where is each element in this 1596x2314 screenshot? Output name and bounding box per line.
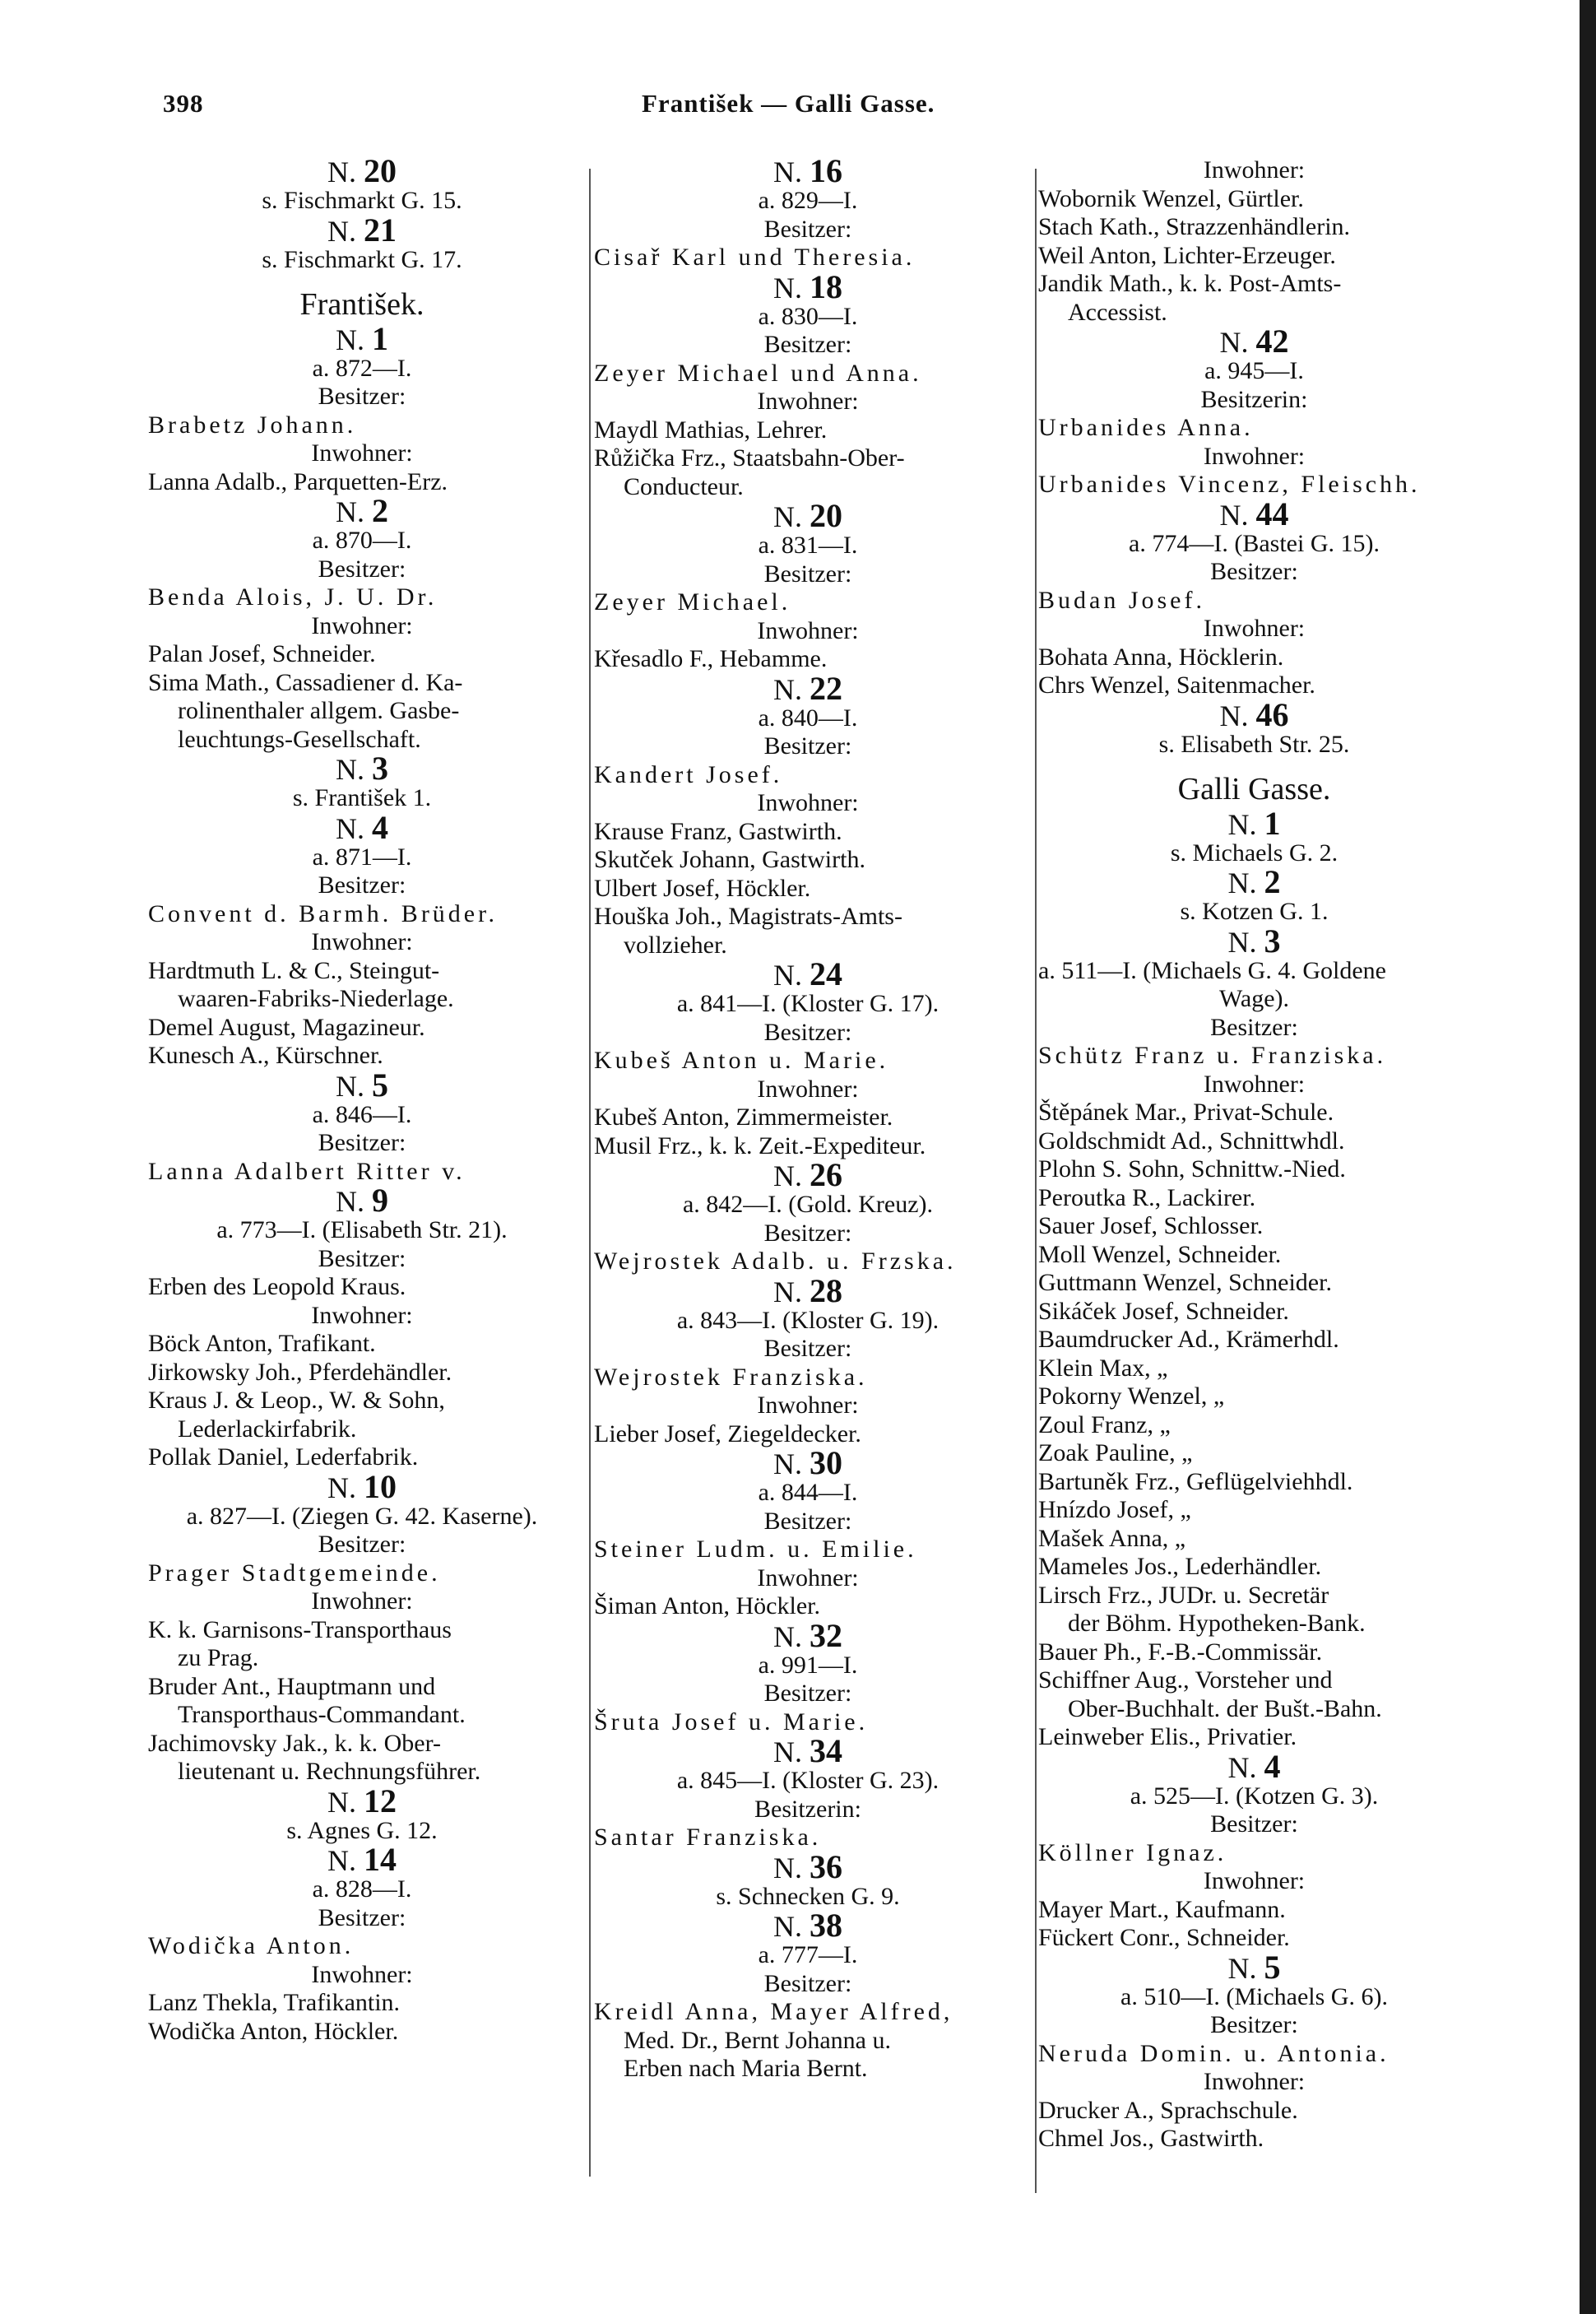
entry-centered: Besitzer: [318,555,406,583]
house-number-value: 26 [810,1156,842,1193]
entry-continuation: Erben nach Maria Bernt. [624,2055,868,2082]
house-number-label: N. [773,271,802,304]
house-number-label: N. [773,1910,802,1943]
house-number-heading [148,211,576,249]
street-heading: Galli Gasse. [1177,772,1331,806]
house-number-label: N. [336,811,364,845]
entry-centered: a. 871—I. [312,843,412,871]
entry-centered: Inwohner: [311,611,413,639]
house-number-label: N. [773,1447,802,1480]
resident-entry: Štěpánek Mar., Privat-Schule. [1038,1099,1334,1126]
owner-entry: Benda Alois, J. U. Dr. [148,583,438,611]
house-number-value: 21 [364,211,397,249]
resident-entry: Ulbert Josef, Höckler. [594,874,811,902]
house-number-heading [148,750,576,787]
entry-centered: a. 842—I. (Gold. Kreuz). [682,1191,934,1218]
resident-entry: Guttmann Wenzel, Schneider. [1038,1269,1332,1296]
entry-centered: Inwohner: [311,1587,413,1615]
house-number-label: N. [773,1159,802,1192]
resident-entry: Moll Wenzel, Schneider. [1038,1240,1282,1268]
house-number-label: N. [336,495,364,528]
house-number-value: 36 [810,1847,842,1885]
house-number-heading [594,1847,1022,1885]
house-number-value: 1 [1264,804,1281,842]
resident-entry: Musil Frz., k. k. Zeit.-Expediteur. [594,1131,926,1159]
entry-centered: a. 830—I. [758,302,858,330]
resident-entry: Baumdrucker Ad., Krämerhdl. [1038,1326,1339,1353]
entry-centered: Besitzer: [763,1335,852,1362]
entry-centered: Besitzer: [318,1531,406,1558]
owner-entry: Convent d. Barmh. Brüder. [148,899,498,927]
resident-entry: Houška Joh., Magistrats-Amts- [594,903,902,930]
owner-entry: Budan Josef. [1038,586,1205,614]
house-number-value: 9 [372,1182,388,1219]
house-number-value: 32 [810,1616,842,1654]
entry-centered: a. 773—I. (Elisabeth Str. 21). [216,1216,508,1243]
resident-entry: Bohata Anna, Höcklerin. [1038,643,1284,671]
house-number-value: 44 [1255,495,1289,532]
house-number-label: N. [1227,807,1257,841]
house-number-value: 10 [364,1467,397,1505]
resident-entry: Bartuněk Frz., Geflügelviehhdl. [1038,1467,1353,1495]
resident-entry: Mašek Anna, „ [1038,1524,1186,1552]
house-number-heading [594,1616,1022,1654]
house-number-heading [1038,695,1470,733]
entry-centered: Besitzerin: [1200,385,1308,413]
entry-continuation: Lederlackirfabrik. [178,1415,357,1443]
page-header [0,89,1580,130]
resident-entry: Hnízdo Josef, „ [1038,1496,1191,1523]
house-number-heading [148,808,576,846]
entry-centered: Inwohner: [757,388,859,415]
house-number-label: N. [327,156,356,188]
entry-centered: s. Schnecken G. 9. [716,1882,900,1910]
entry-centered: Besitzer: [318,1903,406,1931]
house-number-label: N. [1219,699,1249,732]
entry-centered: Besitzer: [763,1219,852,1247]
resident-entry: a. 511—I. (Michaels G. 4. Goldene [1038,956,1386,984]
entry-continuation: leuchtungs-Gesellschaft. [178,725,421,753]
entry-centered: Besitzer: [318,871,406,899]
entry-centered: Inwohner: [1203,442,1306,470]
entry-centered: Besitzer: [763,1969,852,1997]
house-number-value: 28 [810,1271,842,1309]
entry-centered: Besitzer: [318,1129,406,1156]
entry-continuation: rolinenthaler allgem. Gasbe- [178,697,460,724]
entry-centered: Inwohner: [757,1392,859,1419]
house-number-value: 12 [364,1782,397,1819]
resident-entry: Pollak Daniel, Lederfabrik. [148,1443,419,1471]
resident-entry: Růžička Frz., Staatsbahn-Ober- [594,444,905,472]
resident-entry: Chrs Wenzel, Saitenmacher. [1038,671,1315,699]
house-number-heading [594,1732,1022,1769]
resident-entry: Mameles Jos., Lederhändler. [1038,1553,1322,1580]
house-number-label: N. [1227,867,1257,899]
house-number-value: 3 [372,750,388,787]
page-edge [1580,0,1596,2314]
resident-entry: Plohn S. Sohn, Schnittw.-Nied. [1038,1155,1346,1183]
owner-entry: Steiner Ludm. u. Emilie. [594,1536,917,1563]
house-number-label: N. [1219,326,1249,359]
house-number-label: N. [336,753,364,786]
house-number-heading [148,319,576,357]
house-number-heading [148,1066,576,1104]
resident-entry: Chmel Jos., Gastwirth. [1038,2125,1264,2152]
entry-centered: Inwohner: [311,439,413,467]
house-number-label: N. [773,1736,802,1768]
house-number-heading [594,267,1022,305]
entry-centered: a. 845—I. (Kloster G. 23). [676,1767,940,1794]
owner-entry: Šruta Josef u. Marie. [594,1708,869,1736]
resident-entry: Lieber Josef, Ziegeldecker. [594,1420,861,1447]
owner-entry: Urbanides Anna. [1038,414,1254,441]
entry-centered: a. 774—I. (Bastei G. 15). [1129,529,1380,557]
entry-centered: Wage). [1218,985,1290,1012]
house-number-label: N. [327,1471,356,1504]
entry-centered: a. 872—I. [312,354,412,382]
house-number-label: N. [1227,925,1257,959]
resident-entry: Mayer Mart., Kaufmann. [1038,1895,1286,1923]
resident-entry: Weil Anton, Lichter-Erzeuger. [1038,241,1336,269]
entry-centered: Besitzer: [763,732,852,760]
resident-entry: Sima Math., Cassadiener d. Ka- [148,668,463,696]
entry-centered: a. 827—I. (Ziegen G. 42. Kaserne). [186,1502,538,1530]
entry-centered: Inwohner: [1203,1867,1306,1894]
entry-centered: Besitzer: [318,1244,406,1272]
house-number-heading [594,497,1022,534]
resident-entry: Drucker A., Sprachschule. [1038,2096,1298,2124]
owner-entry: Kubeš Anton u. Marie. [594,1047,889,1074]
entry-centered: Besitzer: [1210,2011,1298,2038]
owner-entry: Wodička Anton. [148,1932,355,1959]
entry-centered: s. Fischmarkt G. 15. [262,187,462,214]
house-number-value: 34 [810,1732,842,1769]
resident-entry: Jirkowsky Joh., Pferdehändler. [148,1358,452,1386]
owner-entry: Prager Stadtgemeinde. [148,1559,441,1587]
column-2 [594,152,1022,2084]
house-number-value: 2 [372,492,388,529]
resident-entry: Schiffner Aug., Vorsteher und [1038,1666,1333,1694]
resident-entry: Sikáček Josef, Schneider. [1038,1297,1289,1325]
owner-entry: Lanna Adalbert Ritter v. [148,1157,466,1185]
house-number-label: N. [336,1185,364,1218]
column-divider [1035,169,1037,2193]
entry-continuation: waaren-Fabriks-Niederlage. [178,985,454,1012]
resident-entry: Zoak Pauline, „ [1038,1439,1193,1466]
resident-entry: Erben des Leopold Kraus. [148,1273,406,1300]
owner-entry: Zeyer Michael. [594,588,791,616]
entry-centered: a. 843—I. (Kloster G. 19). [676,1306,940,1334]
house-number-value: 42 [1255,323,1289,360]
resident-entry: Klein Max, „ [1038,1354,1168,1382]
entry-continuation: Med. Dr., Bernt Johanna u. [624,2026,891,2054]
house-number-label: N. [336,323,364,356]
resident-entry: Bruder Ant., Hauptmann und [148,1672,436,1700]
house-number-value: 16 [810,152,842,189]
house-number-label: N. [773,156,802,188]
house-number-label: N. [327,214,356,248]
house-number-value: 5 [1264,1948,1281,1986]
entry-centered: Besitzer: [763,331,852,358]
resident-entry: Jachimovsky Jak., k. k. Ober- [148,1729,442,1757]
resident-entry: Hardtmuth L. & C., Steingut- [148,956,440,984]
owner-entry: Wejrostek Adalb. u. Frzska. [594,1248,957,1275]
house-number-value: 14 [364,1841,397,1878]
entry-continuation: lieutenant u. Rechnungsführer. [178,1758,481,1785]
resident-entry: Wobornik Wenzel, Gürtler. [1038,184,1304,212]
entry-centered: s. Fischmarkt G. 17. [262,245,462,273]
house-number-heading [594,1156,1022,1193]
page-number: 398 [163,89,204,118]
resident-entry: Kunesch A., Kürschner. [148,1042,383,1069]
house-number-heading [148,492,576,529]
entry-centered: Besitzer: [763,1507,852,1535]
entry-centered: s. Elisabeth Str. 25. [1158,730,1350,758]
entry-centered: Inwohner: [311,1960,413,1988]
house-number-label: N. [1227,1750,1257,1784]
house-number-label: N. [327,1844,356,1877]
entry-continuation: zu Prag. [178,1644,259,1671]
house-number-label: N. [773,1619,802,1653]
resident-entry: Lirsch Frz., JUDr. u. Secretär [1038,1581,1329,1609]
owner-entry: Kreidl Anna, Mayer Alfred, [594,1998,953,2025]
entry-centered: a. 945—I. [1204,357,1304,384]
entry-centered: Besitzer: [318,383,406,410]
resident-entry: Lanna Adalb., Parquetten-Erz. [148,467,448,495]
resident-entry: Sauer Josef, Schlosser. [1038,1212,1264,1239]
entry-centered: a. 870—I. [312,527,412,554]
entry-centered: a. 831—I. [758,532,858,559]
house-number-heading [594,955,1022,992]
house-number-heading [1038,863,1470,900]
resident-entry: Skutček Johann, Gastwirth. [594,846,865,873]
resident-entry: Zoul Franz, „ [1038,1410,1171,1438]
street-heading: František. [299,287,425,322]
entry-centered: Besitzer: [763,1680,852,1707]
entry-centered: Inwohner: [1203,156,1306,184]
house-number-label: N. [336,1069,364,1103]
house-number-heading [1038,323,1470,360]
entry-continuation: Transporthaus-Commandant. [178,1701,466,1728]
resident-entry: Peroutka R., Lackirer. [1038,1183,1256,1211]
entry-centered: s. František 1. [292,784,432,811]
owner-entry: Zeyer Michael und Anna. [594,359,922,387]
entry-centered: Inwohner: [757,789,859,816]
house-number-heading [148,1182,576,1219]
resident-entry: Stach Kath., Strazzenhändlerin. [1038,213,1351,240]
house-number-label: N. [773,959,802,992]
column-3 [1038,156,1470,2154]
resident-entry: Kubeš Anton, Zimmermeister. [594,1104,893,1131]
resident-entry: Kraus J. & Leop., W. & Sohn, [148,1387,445,1414]
resident-entry: Jandik Math., k. k. Post-Amts- [1038,270,1342,297]
entry-centered: Besitzer: [763,1018,852,1046]
resident-entry: Lanz Thekla, Trafikantin. [148,1989,401,2016]
house-number-label: N. [327,1785,356,1819]
owner-entry: Neruda Domin. u. Antonia. [1038,2039,1390,2067]
house-number-heading [594,152,1022,189]
house-number-value: 24 [810,955,842,992]
entry-centered: Inwohner: [1203,1070,1306,1098]
entry-centered: Besitzer: [763,215,852,243]
entry-centered: Besitzer: [1210,1013,1298,1041]
owner-entry: Köllner Ignaz. [1038,1838,1227,1866]
house-number-heading [148,1782,576,1819]
house-number-value: 20 [810,497,842,534]
house-number-value: 4 [372,808,388,846]
house-number-heading [148,1467,576,1505]
owner-entry: Santar Franziska. [594,1824,822,1851]
owner-entry: Kandert Josef. [594,760,783,788]
entry-centered: Besitzer: [763,560,852,588]
entry-centered: Inwohner: [311,1301,413,1329]
resident-entry: Palan Josef, Schneider. [148,640,376,667]
house-number-heading [594,669,1022,707]
house-number-heading [1038,495,1470,532]
entry-continuation: Conducteur. [624,472,744,500]
entry-centered: Besitzerin: [754,1795,861,1823]
entry-centered: Inwohner: [1203,615,1306,642]
house-number-heading [1038,804,1470,842]
house-number-label: N. [773,500,802,533]
house-number-value: 2 [1264,863,1281,900]
entry-centered: Inwohner: [757,616,859,644]
entry-centered: s. Michaels G. 2. [1170,839,1339,867]
entry-centered: a. 525—I. (Kotzen G. 3). [1130,1782,1379,1810]
house-number-heading [148,1841,576,1878]
house-number-value: 46 [1255,695,1289,733]
entry-centered: Besitzer: [1210,1810,1298,1838]
house-number-heading [148,152,576,189]
owner-entry: Schütz Franz u. Franziska. [1038,1042,1387,1069]
entry-centered: a. 840—I. [758,704,858,732]
resident-entry: Leinweber Elis., Privatier. [1038,1723,1297,1750]
house-number-value: 20 [364,152,397,189]
house-number-value: 30 [810,1444,842,1481]
house-number-heading [1038,922,1470,960]
owner-entry: Cisař Karl und Theresia. [594,244,916,271]
resident-entry: K. k. Garnisons-Transporthaus [148,1615,452,1643]
running-head: František — Galli Gasse. [642,89,935,118]
house-number-value: 4 [1264,1747,1281,1785]
house-number-heading [594,1444,1022,1481]
house-number-heading [594,1907,1022,1944]
entry-centered: Inwohner: [1203,2068,1306,2095]
entry-centered: a. 828—I. [312,1875,412,1903]
house-number-heading [1038,1948,1470,1986]
column-divider [589,169,591,2177]
entry-continuation: der Böhm. Hypotheken-Bank. [1068,1610,1366,1637]
entry-centered: a. 829—I. [758,187,858,214]
entry-centered: Besitzer: [1210,558,1298,585]
house-number-label: N. [1219,498,1249,532]
entry-centered: s. Agnes G. 12. [286,1816,438,1844]
entry-centered: Inwohner: [311,928,413,955]
house-number-label: N. [773,672,802,706]
resident-entry: Wodička Anton, Höckler. [148,2017,399,2045]
entry-continuation: Accessist. [1068,298,1167,326]
resident-entry: Fückert Conr., Schneider. [1038,1924,1290,1951]
resident-entry: Maydl Mathias, Lehrer. [594,416,828,444]
resident-entry: Křesadlo F., Hebamme. [594,645,828,672]
entry-centered: s. Kotzen G. 1. [1180,898,1329,925]
house-number-label: N. [773,1851,802,1884]
entry-centered: a. 841—I. (Kloster G. 17). [676,990,940,1017]
entry-centered: a. 846—I. [312,1100,412,1128]
resident-entry: Pokorny Wenzel, „ [1038,1382,1225,1410]
resident-entry: Goldschmidt Ad., Schnittwhdl. [1038,1127,1345,1155]
house-number-heading [1038,1747,1470,1785]
house-number-label: N. [773,1275,802,1308]
owner-entry: Wejrostek Franziska. [594,1363,868,1391]
entry-centered: a. 510—I. (Michaels G. 6). [1120,1982,1388,2010]
resident-entry: Krause Franz, Gastwirth. [594,817,842,845]
resident-entry: Böck Anton, Trafikant. [148,1330,376,1357]
entry-continuation: Ober-Buchhalt. der Bušt.-Bahn. [1068,1694,1382,1722]
entry-centered: a. 844—I. [758,1479,858,1506]
house-number-value: 3 [1264,922,1281,960]
house-number-value: 1 [372,319,388,357]
entry-centered: a. 991—I. [758,1651,858,1679]
resident-entry: Demel August, Magazineur. [148,1013,425,1041]
entry-centered: Inwohner: [757,1564,859,1591]
resident-entry: Šiman Anton, Höckler. [594,1592,820,1619]
entry-centered: a. 777—I. [758,1941,858,1968]
house-number-label: N. [1227,1951,1257,1985]
house-number-heading [594,1271,1022,1309]
resident-entry: Bauer Ph., F.-B.-Commissär. [1038,1638,1323,1666]
house-number-value: 18 [810,267,842,305]
entry-continuation: vollzieher. [624,931,727,959]
column-1 [148,152,576,2046]
entry-centered: Inwohner: [757,1075,859,1103]
house-number-value: 22 [810,669,842,707]
house-number-value: 38 [810,1907,842,1944]
owner-entry: Urbanides Vincenz, Fleischh. [1038,471,1421,498]
house-number-value: 5 [372,1066,388,1104]
owner-entry: Brabetz Johann. [148,411,357,439]
